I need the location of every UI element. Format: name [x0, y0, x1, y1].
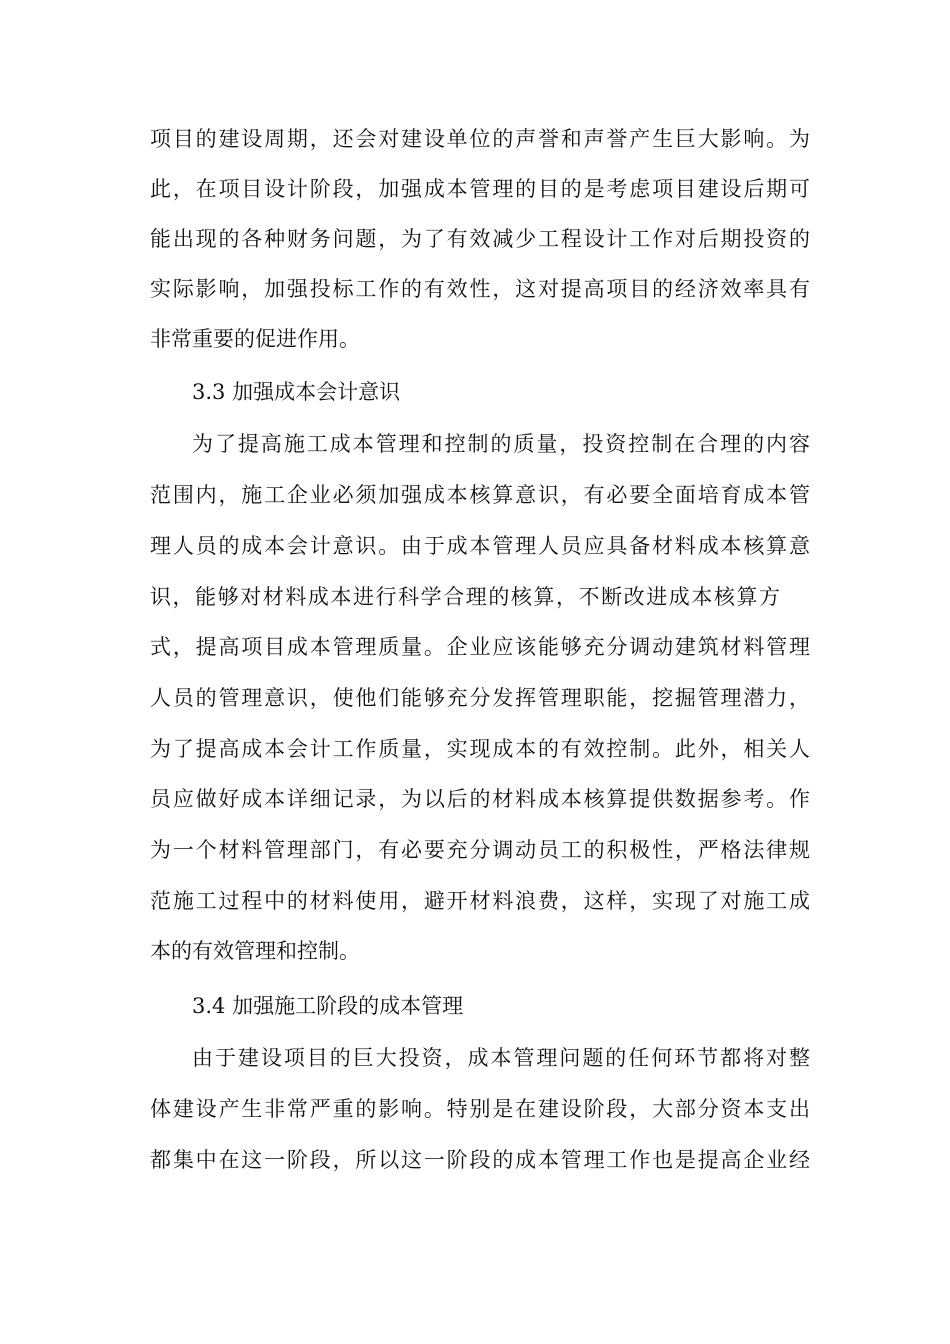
- paragraph-line: 本的有效管理和控制。: [150, 939, 360, 963]
- paragraph-line: 都集中在这一阶段，所以这一阶段的成本管理工作也是提高企业经: [150, 1148, 810, 1172]
- paragraph-line: 员应做好成本详细记录，为以后的材料成本核算提供数据参考。作: [150, 787, 810, 811]
- paragraph-line: 此，在项目设计阶段，加强成本管理的目的是考虑项目建设后期可: [150, 177, 810, 201]
- paragraph-line: 项目的建设周期，还会对建设单位的声誉和声誉产生巨大影响。为: [150, 127, 810, 151]
- paragraph-line: 范围内，施工企业必须加强成本核算意识，有必要全面培育成本管: [150, 483, 810, 507]
- paragraph-line: 由于建设项目的巨大投资，成本管理问题的任何环节都将对整: [192, 1046, 810, 1070]
- section-heading-3-3: 3.3 加强成本会计意识: [192, 380, 401, 404]
- paragraph-line: 为了提高成本会计工作质量，实现成本的有效控制。此外，相关人: [150, 737, 810, 761]
- paragraph-line: 实际影响，加强投标工作的有效性，这对提高项目的经济效率具有: [150, 277, 810, 301]
- paragraph-line: 为一个材料管理部门，有必要充分调动员工的积极性，严格法律规: [150, 838, 810, 862]
- paragraph-line: 识，能够对材料成本进行科学合理的核算，不断改进成本核算方: [150, 585, 780, 609]
- paragraph-line: 范施工过程中的材料使用，避开材料浪费，这样，实现了对施工成: [150, 889, 810, 913]
- paragraph-line: 非常重要的促进作用。: [150, 327, 360, 351]
- paragraph-line: 为了提高施工成本管理和控制的质量，投资控制在合理的内容: [192, 432, 810, 456]
- paragraph-line: 能出现的各种财务问题，为了有效减少工程设计工作对后期投资的: [150, 227, 810, 251]
- paragraph-line: 理人员的成本会计意识。由于成本管理人员应具备材料成本核算意: [150, 534, 810, 558]
- paragraph-line: 体建设产生非常严重的影响。特别是在建设阶段，大部分资本支出: [150, 1097, 810, 1121]
- section-heading-3-4: 3.4 加强施工阶段的成本管理: [192, 994, 464, 1018]
- paragraph-line: 人员的管理意识，使他们能够充分发挥管理职能，挖掘管理潜力，: [150, 686, 810, 710]
- paragraph-line: 式，提高项目成本管理质量。企业应该能够充分调动建筑材料管理: [150, 635, 810, 659]
